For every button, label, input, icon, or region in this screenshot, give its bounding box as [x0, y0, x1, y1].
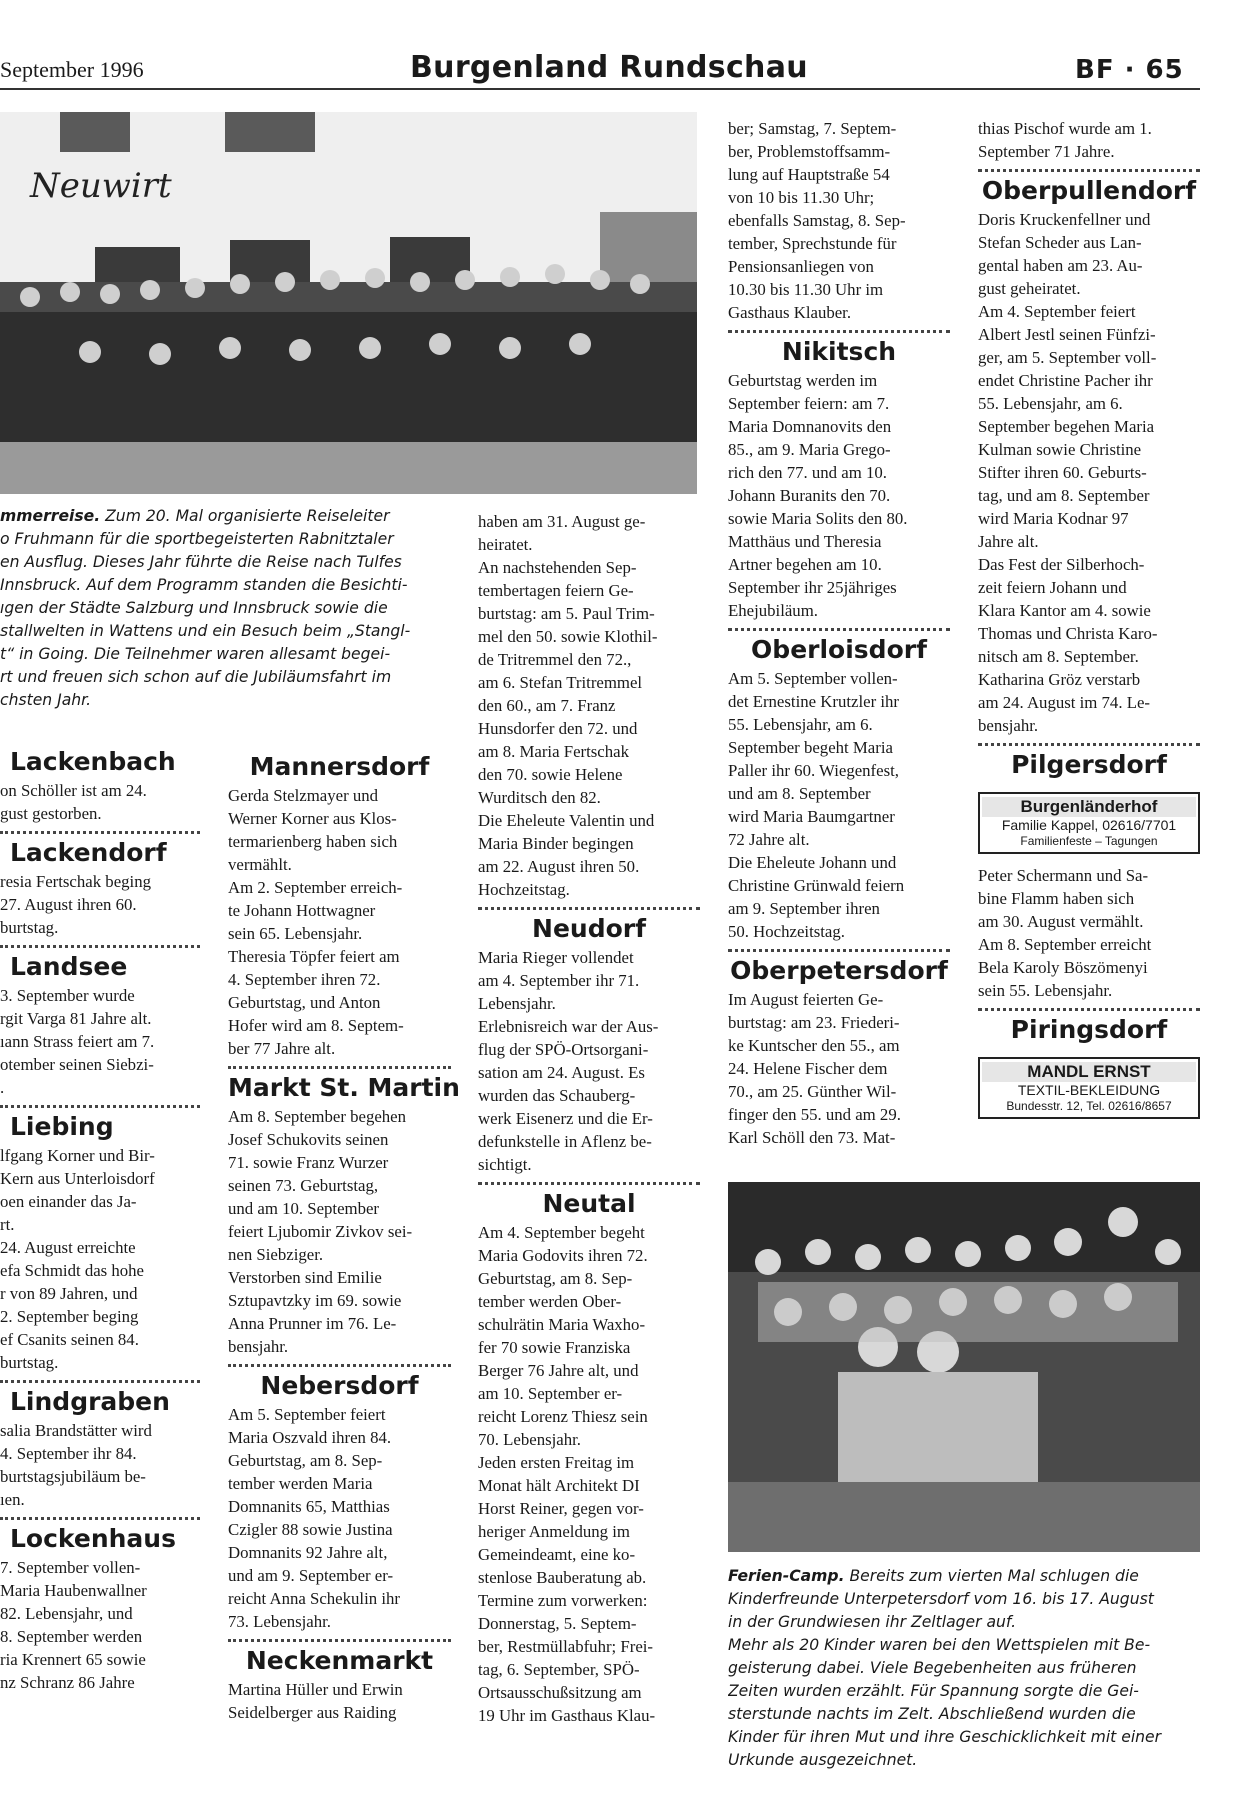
column-3 — [478, 510, 700, 1727]
text-line: feiert Ljubomir Zivkov sei- — [228, 1222, 413, 1241]
text-line: nitsch am 8. September. — [978, 647, 1139, 666]
text-line: Die Eheleute Johann und — [728, 853, 897, 872]
text-line: heriger Anmeldung im — [478, 1522, 630, 1541]
text-line: thias Pischof wurde am 1. — [978, 119, 1152, 138]
text-line: otember seinen Siebzi- — [0, 1055, 154, 1074]
dotted-separator — [0, 1380, 200, 1383]
text-line: r von 89 Jahren, und — [0, 1284, 138, 1303]
text-line: bine Flamm haben sich — [978, 889, 1135, 908]
caption-text: Bereits zum vierten Mal schlugen die — [844, 1567, 1139, 1585]
text-line: burtstag: am 5. Paul Trim- — [478, 604, 655, 623]
text-line: und am 8. September — [728, 784, 871, 803]
text-line: Maria Godovits ihren 72. — [478, 1246, 648, 1265]
column-2 — [228, 750, 460, 1724]
section-heading-lackendorf: Lackendorf — [10, 838, 167, 867]
caption-line — [0, 689, 455, 712]
caption-lead: mmerreise. — [0, 507, 101, 525]
text-line: Am 2. September erreich- — [228, 878, 403, 897]
text-line: am 8. Maria Fertschak — [478, 742, 629, 761]
text-line: Peter Schermann und Sa- — [978, 866, 1149, 885]
column-5 — [978, 117, 1200, 1129]
dotted-separator — [728, 628, 950, 631]
text-line: defunkstelle in Aflenz be- — [478, 1132, 652, 1151]
advertisement-box — [978, 1057, 1200, 1119]
text-line: tag, und am 8. September — [978, 486, 1150, 505]
text-line: Hunsdorfer den 72. und — [478, 719, 638, 738]
text-line: am 22. August ihren 50. — [478, 857, 640, 876]
caption-text: Kinder für ihren Mut und ihre Geschicklichkeit mit einer — [728, 1728, 1162, 1746]
caption-line — [0, 505, 455, 528]
text-line: Thomas und Christa Karo- — [978, 624, 1158, 643]
text-line: Albert Jestl seinen Fünfzi- — [978, 325, 1156, 344]
text-line: den 70. sowie Helene — [478, 765, 623, 784]
text-line: wird Maria Baumgartner — [728, 807, 895, 826]
text-line: 72 Jahre alt. — [728, 830, 810, 849]
text-line: Termine zum vorwerken: — [478, 1591, 648, 1610]
text-line: tember, Sprechstunde für — [728, 234, 897, 253]
text-line: ke Kuntscher den 55., am — [728, 1036, 900, 1055]
section-heading-lindgraben: Lindgraben — [10, 1387, 170, 1416]
text-line: det Ernestine Krutzler ihr — [728, 692, 900, 711]
text-line: Matthäus und Theresia — [728, 532, 882, 551]
text-line: nen Siebziger. — [228, 1245, 324, 1264]
text-line: Geburtstag werden im — [728, 371, 878, 390]
caption-text: Zeiten wurden erzählt. Für Spannung sorgte die Gei- — [728, 1682, 1139, 1700]
caption-line — [728, 1611, 1208, 1634]
text-line: Geburtstag, am 8. Sep- — [478, 1269, 633, 1288]
section-heading-pilgersdorf: Pilgersdorf — [1011, 750, 1167, 779]
issue-date: September 1996 — [0, 57, 144, 82]
text-line: tember werden Ober- — [478, 1292, 622, 1311]
text-line: stenlose Bauberatung ab. — [478, 1568, 647, 1587]
text-line: ber; Samstag, 7. Septem- — [728, 119, 897, 138]
text-line: Gasthaus Klauber. — [728, 303, 852, 322]
text-line: tembertagen feiern Ge- — [478, 581, 634, 600]
ad-business-name: Burgenländerhof — [982, 797, 1196, 817]
ad-detail: Familienfeste – Tagungen — [1020, 834, 1158, 848]
text-line: oen einander das Ja- — [0, 1192, 137, 1211]
text-line: 24. Helene Fischer dem — [728, 1059, 888, 1078]
caption-text: Mehr als 20 Kinder waren bei den Wettspielen mit Be- — [728, 1636, 1151, 1654]
text-line: salia Brandstätter wird — [0, 1421, 152, 1440]
dotted-separator — [728, 949, 950, 952]
text-line: sein 55. Lebensjahr. — [978, 981, 1113, 1000]
text-line: am 9. September ihren — [728, 899, 880, 918]
text-line: und am 10. September — [228, 1199, 379, 1218]
text-line: Doris Kruckenfellner und — [978, 210, 1151, 229]
dotted-separator — [228, 1364, 451, 1367]
text-line: Gerda Stelzmayer und — [228, 786, 379, 805]
text-line: Ehejubiläum. — [728, 601, 818, 620]
caption-text: sterstunde nachts im Zelt. Abschließend wurden die — [728, 1705, 1136, 1723]
text-line: am 6. Stefan Tritremmel — [478, 673, 643, 692]
text-line: Josef Schukovits seinen — [228, 1130, 389, 1149]
text-line: wurden das Schauberg- — [478, 1086, 636, 1105]
text-line: 4. September ihr 84. — [0, 1444, 137, 1463]
caption-text: geisterung dabei. Viele Begebenheiten aus früheren — [728, 1659, 1137, 1677]
text-line: den 60., am 7. Franz — [478, 696, 616, 715]
header-rule — [0, 88, 1200, 90]
text-line: on Schöller ist am 24. — [0, 781, 147, 800]
text-line: lung auf Hauptstraße 54 — [728, 165, 890, 184]
text-line: ebenfalls Samstag, 8. Sep- — [728, 211, 906, 230]
caption-line — [728, 1588, 1208, 1611]
text-line: 3. September wurde — [0, 986, 135, 1005]
text-line: gust geheiratet. — [978, 279, 1081, 298]
advertisement-box — [978, 792, 1200, 854]
text-line: sichtigt. — [478, 1155, 532, 1174]
text-line: Katharina Gröz verstarb — [978, 670, 1141, 689]
text-line: rich den 77. und am 10. — [728, 463, 887, 482]
text-line: ria Krennert 65 sowie — [0, 1650, 146, 1669]
ad-detail: TEXTIL-BEKLEIDUNG — [1017, 1082, 1161, 1098]
text-line: burtstag: am 23. Friederi- — [728, 1013, 900, 1032]
text-line: Anna Prunner im 76. Le- — [228, 1314, 397, 1333]
text-line: Kern aus Unterloisdorf — [0, 1169, 155, 1188]
text-line: ber, Restmüllabfuhr; Frei- — [478, 1637, 654, 1656]
text-line: Berger 76 Jahre alt, und — [478, 1361, 639, 1380]
text-line: rt. — [0, 1215, 15, 1234]
text-line: Maria Oszvald ihren 84. — [228, 1428, 392, 1447]
dotted-separator — [228, 1066, 451, 1069]
section-heading-liebing: Liebing — [10, 1112, 114, 1141]
section-heading-oberloisdorf: Oberloisdorf — [751, 635, 927, 664]
dotted-separator — [0, 1517, 200, 1520]
text-line: Johann Buranits den 70. — [728, 486, 891, 505]
text-line: September ihr 25jähriges — [728, 578, 897, 597]
text-line: am 10. September er- — [478, 1384, 623, 1403]
dotted-separator — [478, 907, 700, 910]
text-line: resia Fertschak beging — [0, 872, 151, 891]
text-line: reicht Lorenz Thiesz sein — [478, 1407, 648, 1426]
text-line: Am 4. September feiert — [978, 302, 1136, 321]
text-line: 55. Lebensjahr, am 6. — [728, 715, 873, 734]
caption-line — [728, 1703, 1208, 1726]
caption-line — [0, 620, 455, 643]
text-line: September begehen Maria — [978, 417, 1155, 436]
text-line: bensjahr. — [978, 716, 1039, 735]
section-heading-piringsdorf: Piringsdorf — [1010, 1015, 1168, 1044]
text-line: Jeden ersten Freitag im — [478, 1453, 635, 1472]
text-line: Maria Rieger vollendet — [478, 948, 634, 967]
text-line: 73. Lebensjahr. — [228, 1612, 331, 1631]
text-line: seinen 73. Geburtstag, — [228, 1176, 379, 1195]
text-line: Am 4. September begeht — [478, 1223, 645, 1242]
text-line: Maria Binder begingen — [478, 834, 634, 853]
caption-line — [0, 528, 455, 551]
caption-line — [728, 1680, 1208, 1703]
caption-text: Innsbruck. Auf dem Programm standen die Besichti- — [0, 576, 408, 594]
text-line: Klara Kantor am 4. sowie — [978, 601, 1151, 620]
text-line: finger den 55. und am 29. — [728, 1105, 901, 1124]
text-line: September 71 Jahre. — [978, 142, 1115, 161]
text-line: ger, am 5. September voll- — [978, 348, 1157, 367]
caption-text: Urkunde ausgezeichnet. — [728, 1751, 918, 1769]
inn-sign: Neuwirt — [30, 166, 172, 206]
text-line: Das Fest der Silberhoch- — [978, 555, 1145, 574]
text-line: te Johann Hottwagner — [228, 901, 376, 920]
text-line: Geburtstag, am 8. Sep- — [228, 1451, 383, 1470]
text-line: Seidelberger aus Raiding — [228, 1703, 397, 1722]
column-1 — [0, 745, 200, 1694]
text-line: Horst Reiner, gegen vor- — [478, 1499, 644, 1518]
text-line: Ortsausschußsitzung am — [478, 1683, 642, 1702]
text-line: zeit feiern Johann und — [978, 578, 1127, 597]
group-photo-trip — [0, 112, 697, 494]
caption-line — [0, 643, 455, 666]
text-line: bensjahr. — [228, 1337, 289, 1356]
text-line: gental haben am 23. Au- — [978, 256, 1143, 275]
text-line: An nachstehenden Sep- — [478, 558, 637, 577]
text-line: Gemeindeamt, eine ko- — [478, 1545, 636, 1564]
text-line: Hochzeitstag. — [478, 880, 570, 899]
section-heading-oberpetersdorf: Oberpetersdorf — [730, 956, 948, 985]
text-line: Am 5. September feiert — [228, 1405, 386, 1424]
section-heading-neckenmarkt: Neckenmarkt — [245, 1646, 434, 1675]
text-line: Am 8. September begehen — [228, 1107, 407, 1126]
text-line: 70. Lebensjahr. — [478, 1430, 581, 1449]
text-line: Die Eheleute Valentin und — [478, 811, 655, 830]
text-line: haben am 31. August ge- — [478, 512, 646, 531]
text-line: efa Schmidt das hohe — [0, 1261, 145, 1280]
dotted-separator — [0, 831, 200, 834]
text-line: Christine Grünwald feiern — [728, 876, 905, 895]
text-line: schulrätin Maria Waxho- — [478, 1315, 646, 1334]
text-line: heiratet. — [478, 535, 533, 554]
text-line: Sztupavtzky im 69. sowie — [228, 1291, 402, 1310]
section-heading-oberpullendorf: Oberpullendorf — [981, 176, 1197, 205]
section-heading-neudorf: Neudorf — [532, 914, 646, 943]
text-line: Erlebnisreich war der Aus- — [478, 1017, 659, 1036]
text-line: Maria Domnanovits den — [728, 417, 892, 436]
text-line: 71. sowie Franz Wurzer — [228, 1153, 389, 1172]
newspaper-title: Burgenland Rundschau — [410, 50, 808, 85]
text-line: Im August feierten Ge- — [728, 990, 884, 1009]
text-line: wird Maria Kodnar 97 — [978, 509, 1129, 528]
text-line: 82. Lebensjahr, und — [0, 1604, 133, 1623]
text-line: mel den 50. sowie Klothil- — [478, 627, 658, 646]
text-line: Bela Karoly Böszömenyi — [978, 958, 1148, 977]
text-line: Geburtstag, und Anton — [228, 993, 381, 1012]
text-line: Domnanits 92 Jahre alt, — [228, 1543, 388, 1562]
text-line: am 24. August im 74. Le- — [978, 693, 1150, 712]
text-line: Czigler 88 sowie Justina — [228, 1520, 393, 1539]
text-line: Hofer wird am 8. Septem- — [228, 1016, 404, 1035]
text-line: endet Christine Pacher ihr — [978, 371, 1153, 390]
text-line: von 10 bis 11.30 Uhr; — [728, 188, 875, 207]
text-line: tag, 6. September, SPÖ- — [478, 1660, 640, 1679]
caption-text: chsten Jahr. — [0, 691, 92, 709]
text-line: Pensionsanliegen von — [728, 257, 874, 276]
text-line: burtstag. — [0, 1353, 59, 1372]
text-line: 85., am 9. Maria Grego- — [728, 440, 891, 459]
text-line: September feiern: am 7. — [728, 394, 890, 413]
text-line: 24. August erreichte — [0, 1238, 136, 1257]
text-line: vermählt. — [228, 855, 292, 874]
section-heading-lackenbach: Lackenbach — [10, 747, 176, 776]
dotted-separator — [978, 1008, 1200, 1011]
caption-text: in der Grundwiesen ihr Zeltlager auf. — [728, 1613, 1017, 1631]
photo-caption-trip — [0, 505, 455, 712]
text-line: sowie Maria Solits den 80. — [728, 509, 908, 528]
caption-text: o Fruhmann für die sportbegeisterten Rabnitztaler — [0, 530, 394, 548]
text-line: Domnanits 65, Matthias — [228, 1497, 390, 1516]
caption-text: Kinderfreunde Unterpetersdorf vom 16. bis 17. August — [728, 1590, 1154, 1608]
text-line: Donnerstag, 5. Septem- — [478, 1614, 637, 1633]
text-line: Werner Korner aus Klos- — [228, 809, 397, 828]
text-line: 8. September werden — [0, 1627, 143, 1646]
text-line: Maria Haubenwallner — [0, 1581, 147, 1600]
text-line: 55. Lebensjahr, am 6. — [978, 394, 1123, 413]
text-line: ef Csanits seinen 84. — [0, 1330, 139, 1349]
dotted-separator — [978, 169, 1200, 172]
text-line: Am 8. September erreicht — [978, 935, 1152, 954]
page-number: BF · 65 — [1075, 55, 1184, 85]
text-line: Jahre alt. — [978, 532, 1039, 551]
caption-line — [0, 597, 455, 620]
text-line: Martina Hüller und Erwin — [228, 1680, 403, 1699]
dotted-separator — [728, 330, 950, 333]
dotted-separator — [0, 945, 200, 948]
ad-business-name: MANDL ERNST — [982, 1062, 1196, 1082]
caption-line — [728, 1749, 1208, 1772]
text-line: Wurditsch den 82. — [478, 788, 601, 807]
text-line: Artner begehen am 10. — [728, 555, 882, 574]
section-heading-mannersdorf: Mannersdorf — [249, 752, 430, 781]
text-line: Karl Schöll den 73. Mat- — [728, 1128, 896, 1147]
text-line: sation am 24. August. Es — [478, 1063, 645, 1082]
text-line: flug der SPÖ-Ortsorgani- — [478, 1040, 649, 1059]
text-line: . — [0, 1078, 5, 1097]
section-heading-lockenhaus: Lockenhaus — [10, 1524, 176, 1553]
text-line: lfgang Korner und Bir- — [0, 1146, 155, 1165]
caption-text: t“ in Going. Die Teilnehmer waren allesamt begei- — [0, 645, 391, 663]
text-line: am 30. August vermählt. — [978, 912, 1144, 931]
caption-text: Zum 20. Mal organisierte Reiseleiter — [100, 507, 390, 525]
text-line: Am 5. September vollen- — [728, 669, 898, 688]
text-line: Verstorben sind Emilie — [228, 1268, 382, 1287]
text-line: am 4. September ihr 71. — [478, 971, 640, 990]
caption-line — [0, 666, 455, 689]
text-line: gust gestorben. — [0, 804, 102, 823]
column-4 — [728, 117, 950, 1149]
text-line: 4. September ihren 72. — [228, 970, 381, 989]
text-line: ıen. — [0, 1490, 25, 1509]
text-line: sein 65. Lebensjahr. — [228, 924, 363, 943]
text-line: Stifter ihren 60. Geburts- — [978, 463, 1147, 482]
section-heading-markt-st-martin: Markt St. Martin — [228, 1073, 460, 1102]
text-line: Monat hält Architekt DI — [478, 1476, 640, 1495]
dotted-separator — [978, 743, 1200, 746]
section-heading-nebersdorf: Nebersdorf — [260, 1371, 419, 1400]
section-heading-landsee: Landsee — [10, 952, 128, 981]
section-heading-nikitsch: Nikitsch — [781, 337, 897, 366]
text-line: und am 9. September er- — [228, 1566, 394, 1585]
caption-text: en Ausflug. Dieses Jahr führte die Reise nach Tulfes — [0, 553, 402, 571]
text-line: Paller ihr 60. Wiegenfest, — [728, 761, 899, 780]
text-line: ıann Strass feiert am 7. — [0, 1032, 155, 1051]
text-line: 19 Uhr im Gasthaus Klau- — [478, 1706, 656, 1725]
caption-line — [728, 1634, 1208, 1657]
caption-text: ıgen der Städte Salzburg und Innsbruck sowie die — [0, 599, 388, 617]
text-line: tember werden Maria — [228, 1474, 373, 1493]
text-line: 7. September vollen- — [0, 1558, 141, 1577]
text-line: werk Eisenerz und die Er- — [478, 1109, 653, 1128]
dotted-separator — [478, 1182, 700, 1185]
ad-detail: Familie Kappel, 02616/7701 — [1001, 817, 1177, 833]
dotted-separator — [0, 1105, 200, 1108]
text-line: reicht Anna Schekulin ihr — [228, 1589, 400, 1608]
text-line: termarienberg haben sich — [228, 832, 398, 851]
caption-line — [0, 551, 455, 574]
photo-caption-camp — [728, 1565, 1208, 1772]
group-photo-camp — [728, 1182, 1200, 1552]
text-line: Lebensjahr. — [478, 994, 556, 1013]
text-line: rgit Varga 81 Jahre alt. — [0, 1009, 152, 1028]
section-heading-neutal: Neutal — [542, 1189, 636, 1218]
caption-line — [728, 1657, 1208, 1680]
text-line: fer 70 sowie Franziska — [478, 1338, 631, 1357]
text-line: Kulman sowie Christine — [978, 440, 1142, 459]
text-line: September begeht Maria — [728, 738, 893, 757]
text-line: Stefan Scheder aus Lan- — [978, 233, 1142, 252]
caption-line — [0, 574, 455, 597]
ad-detail: Bundesstr. 12, Tel. 02616/8657 — [1006, 1099, 1172, 1113]
text-line: 2. September beging — [0, 1307, 139, 1326]
text-line: burtstag. — [0, 918, 59, 937]
text-line: burtstagsjubiläum be- — [0, 1467, 146, 1486]
dotted-separator — [228, 1639, 451, 1642]
text-line: Theresia Töpfer feiert am — [228, 947, 400, 966]
text-line: ber 77 Jahre alt. — [228, 1039, 336, 1058]
text-line: 10.30 bis 11.30 Uhr im — [728, 280, 884, 299]
text-line: nz Schranz 86 Jahre — [0, 1673, 135, 1692]
text-line: 70., am 25. Günther Wil- — [728, 1082, 897, 1101]
text-line: 50. Hochzeitstag. — [728, 922, 845, 941]
caption-text: rt und freuen sich schon auf die Jubiläumsfahrt im — [0, 668, 392, 686]
caption-line — [728, 1565, 1208, 1588]
text-line: ber, Problemstoffsamm- — [728, 142, 891, 161]
text-line: de Tritremmel den 72., — [478, 650, 632, 669]
text-line: 27. August ihren 60. — [0, 895, 137, 914]
caption-text: stallwelten in Wattens und ein Besuch beim „Stangl- — [0, 622, 411, 640]
caption-lead: Ferien-Camp. — [728, 1567, 845, 1585]
caption-line — [728, 1726, 1208, 1749]
